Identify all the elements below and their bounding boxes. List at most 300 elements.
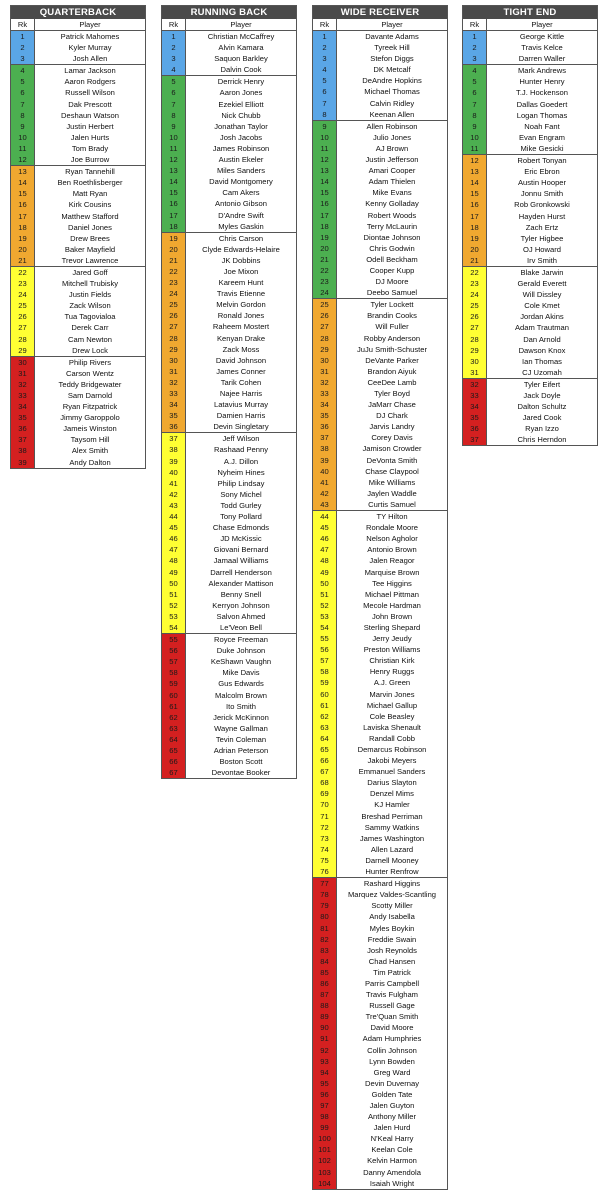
player-name: Royce Freeman (213, 635, 269, 645)
player-row (162, 511, 296, 522)
player-row (162, 467, 296, 478)
player-name: Austin Hooper (517, 178, 567, 188)
rank-cell: 43 (313, 499, 337, 510)
rank-cell: 101 (313, 1144, 337, 1155)
player-name: OJ Howard (523, 244, 561, 254)
rank-cell: 35 (463, 412, 487, 423)
player-name: Ryan Izzo (525, 424, 559, 434)
player-name: A.J. Dillon (223, 456, 259, 466)
player-name: Tevin Coleman (215, 734, 267, 744)
player-name: Myles Boykin (369, 923, 415, 933)
player-row (313, 488, 447, 499)
player-name: Mike Davis (222, 668, 260, 678)
player-row (162, 344, 296, 355)
player-name: Zack Moss (222, 344, 260, 354)
rank-cell: 26 (11, 311, 35, 322)
player-row (11, 154, 145, 165)
player-name: Christian McCaffrey (207, 32, 275, 41)
player-row (463, 255, 597, 266)
rank-cell: 68 (313, 777, 337, 788)
player-row (162, 31, 296, 42)
player-name: James Robinson (212, 143, 270, 153)
rank-cell: 27 (313, 321, 337, 332)
player-name: Austin Ekeler (218, 155, 264, 165)
player-row (313, 777, 447, 788)
player-row (162, 633, 296, 645)
player-row (463, 166, 597, 177)
player-row (162, 555, 296, 566)
rank-cell: 6 (11, 87, 35, 98)
player-row (162, 645, 296, 656)
rank-cell: 1 (11, 31, 35, 42)
player-name: Tim Patrick (373, 967, 411, 977)
rank-cell: 19 (313, 232, 337, 243)
player-name: Duke Johnson (216, 646, 266, 656)
player-row (313, 1089, 447, 1100)
player-row (11, 322, 145, 333)
rank-cell: 2 (11, 42, 35, 53)
rank-cell: 10 (11, 132, 35, 143)
player-name: Corey Davis (371, 433, 413, 443)
player-row (162, 678, 296, 689)
player-row (162, 366, 296, 377)
player-row (313, 366, 447, 377)
player-row (11, 423, 145, 434)
player-row (313, 31, 447, 42)
player-row (162, 221, 296, 232)
rank-cell: 15 (313, 187, 337, 198)
player-row (162, 712, 296, 723)
rank-cell: 18 (313, 221, 337, 232)
rank-cell: 31 (162, 366, 186, 377)
rank-cell: 61 (162, 701, 186, 712)
rank-cell: 24 (162, 288, 186, 299)
rank-cell: 29 (463, 345, 487, 356)
player-name: Mark Andrews (517, 66, 567, 76)
rank-cell: 98 (313, 1111, 337, 1122)
player-row (313, 455, 447, 466)
player-name: Lynn Bowden (369, 1056, 415, 1066)
player-name: Jimmy Garoppolo (60, 413, 120, 423)
rank-cell: 74 (313, 844, 337, 855)
player-row (313, 923, 447, 934)
player-name: Anthony Miller (367, 1112, 417, 1122)
player-name: Parris Campbell (364, 978, 420, 988)
rank-cell: 9 (162, 121, 186, 132)
player-name: Laviska Shenault (363, 722, 421, 732)
rank-cell: 3 (11, 53, 35, 64)
rank-cell: 22 (463, 267, 487, 278)
player-row (313, 1056, 447, 1067)
player-row (463, 401, 597, 412)
player-row (162, 734, 296, 745)
player-row (313, 466, 447, 477)
player-name: Gus Edwards (218, 679, 264, 689)
rank-cell: 4 (11, 65, 35, 76)
rank-cell: 104 (313, 1178, 337, 1189)
quarterback-column (10, 5, 146, 469)
player-row (463, 211, 597, 222)
player-row (313, 622, 447, 633)
rank-cell: 93 (313, 1056, 337, 1067)
rank-cell: 44 (313, 511, 337, 522)
column-title: WIDE RECEIVER (313, 6, 447, 19)
rank-cell: 28 (162, 333, 186, 344)
rank-cell: 11 (313, 143, 337, 154)
rank-header: Rk (463, 19, 487, 30)
player-name: Christian Kirk (369, 656, 415, 666)
rank-cell: 38 (162, 444, 186, 455)
rank-cell: 73 (313, 833, 337, 844)
player-row (313, 443, 447, 454)
rank-cell: 51 (162, 589, 186, 600)
player-row (11, 445, 145, 456)
rank-cell: 67 (162, 767, 186, 778)
rank-cell: 40 (162, 467, 186, 478)
player-row (162, 42, 296, 53)
player-name: James Conner (216, 366, 266, 376)
rank-cell: 94 (313, 1067, 337, 1078)
player-row (162, 75, 296, 87)
rank-cell: 46 (313, 533, 337, 544)
rank-cell: 28 (463, 334, 487, 345)
player-name: Baker Mayfield (64, 244, 116, 254)
player-name: Lamar Jackson (64, 66, 116, 76)
player-name: Zach Ertz (525, 222, 559, 232)
player-row (313, 555, 447, 566)
player-name: Emmanuel Sanders (358, 767, 426, 777)
rank-cell: 63 (313, 722, 337, 733)
player-name: Calvin Ridley (369, 98, 415, 108)
player-row (463, 199, 597, 210)
player-name: Tre'Quan Smith (365, 1012, 419, 1022)
player-row (162, 143, 296, 154)
rank-cell: 36 (463, 423, 487, 434)
player-name: Antonio Gibson (215, 199, 267, 209)
player-name: Tyler Higbee (520, 233, 564, 243)
player-row (313, 934, 447, 945)
rank-header: Rk (162, 19, 186, 30)
player-name: John Brown (371, 611, 413, 621)
player-name: Allen Robinson (366, 121, 418, 131)
player-row (162, 110, 296, 121)
rank-cell: 44 (162, 511, 186, 522)
player-name: Justin Fields (68, 290, 112, 300)
player-name: Jonathan Taylor (214, 121, 268, 131)
player-row (313, 53, 447, 64)
player-row (162, 210, 296, 221)
rank-cell: 99 (313, 1122, 337, 1133)
rank-cell: 51 (313, 589, 337, 600)
player-row (313, 310, 447, 321)
player-name: Jerick McKinnon (213, 712, 269, 722)
player-row (313, 533, 447, 544)
rank-cell: 54 (313, 622, 337, 633)
rank-cell: 8 (11, 110, 35, 121)
wide-receiver-column (312, 5, 448, 1190)
rank-cell: 9 (313, 121, 337, 132)
rank-cell: 92 (313, 1045, 337, 1056)
player-row (162, 333, 296, 344)
player-row (463, 154, 597, 166)
rank-cell: 35 (11, 412, 35, 423)
player-name: Ezekiel Elliott (218, 99, 264, 109)
player-name: Justin Herbert (66, 121, 114, 131)
rank-cell: 17 (11, 211, 35, 222)
player-name: DJ Moore (375, 277, 409, 287)
player-name: Michael Pittman (364, 589, 420, 599)
player-row (162, 266, 296, 277)
player-row (313, 956, 447, 967)
player-row (162, 578, 296, 589)
player-name: Preston Williams (363, 645, 421, 655)
player-row (11, 434, 145, 445)
rank-cell: 16 (11, 199, 35, 210)
player-name: Travis Etienne (216, 289, 266, 299)
rank-cell: 3 (162, 53, 186, 64)
rank-cell: 42 (162, 489, 186, 500)
player-name: Randall Cobb (368, 733, 415, 743)
player-name: Gerald Everett (517, 279, 567, 289)
player-row (313, 1011, 447, 1022)
player-name: Cole Kmet (524, 301, 560, 311)
player-row (162, 723, 296, 734)
player-name: A.J. Green (373, 678, 411, 688)
rank-cell: 49 (162, 567, 186, 578)
player-name: Justin Jefferson (365, 155, 419, 165)
player-row (313, 388, 447, 399)
player-name: Dalton Schultz (517, 402, 567, 412)
rank-cell: 21 (313, 254, 337, 265)
rank-cell: 36 (313, 421, 337, 432)
rank-cell: 81 (313, 923, 337, 934)
player-row (313, 733, 447, 744)
rank-cell: 56 (162, 645, 186, 656)
player-name: Salvon Ahmed (216, 611, 266, 621)
rank-cell: 39 (162, 456, 186, 467)
player-row (162, 255, 296, 266)
player-row (313, 499, 447, 510)
player-row (162, 388, 296, 399)
rank-cell: 71 (313, 811, 337, 822)
running-back-column (161, 5, 297, 779)
rank-cell: 26 (463, 311, 487, 322)
player-row (463, 99, 597, 110)
player-name: James Washington (359, 833, 425, 843)
rank-cell: 50 (313, 578, 337, 589)
rank-cell: 29 (11, 345, 35, 356)
rank-cell: 91 (313, 1033, 337, 1044)
player-row (463, 311, 597, 322)
player-row (313, 421, 447, 432)
rank-cell: 11 (162, 143, 186, 154)
player-row (313, 1100, 447, 1111)
rank-cell: 13 (11, 166, 35, 177)
rank-cell: 14 (162, 176, 186, 187)
player-row (313, 165, 447, 176)
player-name: Sony Michel (220, 489, 262, 499)
rank-cell: 39 (313, 455, 337, 466)
rank-cell: 17 (313, 210, 337, 221)
player-name: Jordan Akins (520, 312, 564, 322)
player-name: Najee Harris (219, 389, 263, 398)
player-row (11, 255, 145, 266)
player-row (162, 187, 296, 198)
player-name: TY Hilton (376, 512, 408, 522)
player-name: Darrell Henderson (210, 567, 272, 577)
player-row (11, 278, 145, 289)
player-name: Damien Harris (216, 411, 266, 421)
rank-cell: 7 (313, 98, 337, 109)
player-name: Freddie Swain (367, 934, 417, 944)
player-name: Blake Jarwin (520, 267, 564, 277)
player-name: Josh Jacobs (219, 132, 263, 142)
rank-cell: 52 (162, 600, 186, 611)
rank-cell: 87 (313, 989, 337, 1000)
player-name: Adam Humphries (362, 1034, 422, 1044)
player-name: DeVante Parker (365, 355, 419, 365)
player-name: Saquon Barkley (214, 54, 268, 64)
player-name: CJ Uzomah (522, 367, 562, 377)
player-row (313, 333, 447, 344)
player-row (162, 244, 296, 255)
rank-cell: 18 (11, 222, 35, 233)
player-name: Cam Akers (222, 188, 260, 198)
player-row (11, 143, 145, 154)
player-row (11, 177, 145, 188)
player-name: Robby Anderson (363, 333, 421, 343)
player-row (313, 833, 447, 844)
player-name: Nyheim Hines (217, 467, 265, 477)
player-name: Joe Mixon (223, 266, 259, 276)
player-row (313, 1155, 447, 1166)
rank-cell: 95 (313, 1078, 337, 1089)
rank-cell: 8 (162, 110, 186, 121)
rank-cell: 32 (313, 377, 337, 388)
player-name: Brandin Cooks (367, 311, 417, 321)
player-row (313, 477, 447, 488)
rank-cell: 27 (463, 322, 487, 333)
player-name: Odell Beckham (366, 254, 418, 264)
rank-cell: 18 (162, 221, 186, 232)
player-row (313, 276, 447, 287)
rank-cell: 86 (313, 978, 337, 989)
player-row (463, 423, 597, 434)
player-name: Hunter Henry (519, 77, 565, 87)
player-row (11, 199, 145, 210)
player-row (313, 1067, 447, 1078)
rank-cell: 24 (11, 289, 35, 300)
rank-cell: 19 (463, 233, 487, 244)
player-name: Mitchell Trubisky (61, 279, 119, 289)
player-row (463, 300, 597, 311)
player-name: Jakobi Meyers (367, 756, 417, 766)
rank-cell: 102 (313, 1155, 337, 1166)
player-row (313, 644, 447, 655)
rank-cell: 20 (162, 244, 186, 255)
rank-cell: 97 (313, 1100, 337, 1111)
player-name: Devin Duvernay (364, 1078, 420, 1088)
player-name: Darren Waller (518, 54, 566, 64)
player-name: Tarik Cohen (220, 377, 262, 387)
rank-cell: 41 (162, 478, 186, 489)
player-row (11, 211, 145, 222)
player-name: Eric Ebron (524, 167, 560, 177)
player-name: Denzel Mims (370, 789, 414, 799)
player-name: Philip Rivers (68, 357, 112, 367)
rank-cell: 37 (463, 434, 487, 445)
player-row (162, 500, 296, 511)
player-row (162, 277, 296, 288)
column-header (11, 19, 145, 31)
player-row (162, 656, 296, 667)
rank-cell: 59 (162, 678, 186, 689)
player-row (162, 432, 296, 444)
player-name: Tyler Eifert (523, 379, 561, 389)
rank-cell: 58 (162, 667, 186, 678)
player-row (313, 143, 447, 154)
rank-cell: 2 (463, 42, 487, 53)
player-row (11, 87, 145, 98)
player-name: Melvin Gordon (216, 300, 266, 310)
player-name: Keelan Cole (371, 1145, 413, 1155)
rank-cell: 23 (162, 277, 186, 288)
player-name: Raheem Mostert (212, 322, 270, 332)
player-name: Rashaad Penny (213, 445, 269, 455)
rank-cell: 8 (463, 110, 487, 121)
player-row (463, 334, 597, 345)
player-name: Aaron Jones (219, 88, 263, 98)
player-row (463, 222, 597, 233)
player-name: Travis Fulgham (365, 990, 419, 1000)
player-name: Jerry Jeudy (372, 634, 412, 644)
player-name: Aaron Rodgers (64, 77, 116, 87)
player-name: Clyde Edwards-Helaire (202, 244, 280, 254)
player-row (11, 289, 145, 300)
player-row (313, 243, 447, 254)
rank-cell: 2 (313, 42, 337, 53)
rank-cell: 32 (162, 377, 186, 388)
player-row (313, 722, 447, 733)
player-row (313, 355, 447, 366)
player-name: Jarvis Landry (369, 422, 415, 432)
rank-cell: 100 (313, 1133, 337, 1144)
rank-cell: 65 (162, 745, 186, 756)
rank-cell: 12 (463, 155, 487, 166)
player-row (313, 410, 447, 421)
rank-cell: 78 (313, 889, 337, 900)
rank-cell: 7 (11, 99, 35, 110)
player-header: Player (230, 20, 252, 29)
rank-cell: 19 (162, 233, 186, 244)
rank-cell: 22 (11, 267, 35, 278)
player-name: Robert Tonyan (517, 156, 567, 166)
player-name: Taysom Hill (70, 435, 110, 445)
player-row (162, 121, 296, 132)
player-name: Russell Wilson (65, 88, 115, 98)
player-row (313, 766, 447, 777)
rank-cell: 16 (313, 198, 337, 209)
rank-cell: 30 (162, 355, 186, 366)
player-name: Carson Wentz (66, 368, 114, 378)
player-name: Robert Woods (367, 210, 417, 220)
player-row (11, 401, 145, 412)
rank-cell: 22 (162, 266, 186, 277)
rank-cell: 89 (313, 1011, 337, 1022)
player-name: Patrick Mahomes (60, 32, 120, 41)
rank-cell: 45 (313, 522, 337, 533)
rank-cell: 33 (463, 390, 487, 401)
